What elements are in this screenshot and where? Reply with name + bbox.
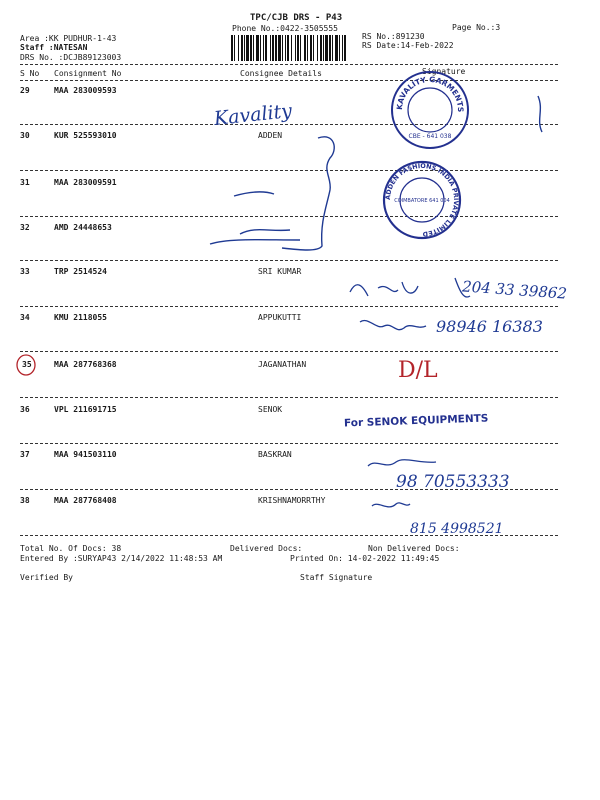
scribble-31	[234, 192, 274, 196]
row-consignment: MAA 283009593	[54, 86, 117, 95]
sign-38	[372, 503, 410, 507]
col-sno: S No	[20, 69, 40, 78]
row-consignment: KMU 2118055	[54, 313, 107, 322]
rs-number: RS No.:891230	[362, 32, 425, 41]
stamp-kavality-text: KAVALITY GARMENTS	[394, 74, 466, 113]
staff-label: Staff :NATESAN	[20, 43, 88, 52]
row-consignment: KUR 525593010	[54, 131, 117, 140]
row-consignee: KRISHNAMORRTHY	[258, 496, 326, 505]
row-consignment: AMD 24448653	[54, 223, 112, 232]
kavality-garments-stamp	[388, 68, 472, 152]
row-sno: 38	[20, 496, 30, 505]
col-signature: Signature	[422, 67, 466, 76]
stamp-adden-text: ADDEN FASHIONS INDIA PRIVATE LIMITED	[383, 161, 461, 239]
row-consignee: JAGANATHAN	[258, 360, 307, 369]
stamp-adden-city: COIMBATORE 641 004	[394, 198, 450, 204]
row-consignment: VPL 211691715	[54, 405, 117, 414]
row-consignee: BASKRAN	[258, 450, 292, 459]
phone-row-38: 815 4998521	[410, 521, 504, 537]
dl-mark: D/L	[398, 358, 438, 383]
phone-row-37: 98 70553333	[396, 472, 510, 492]
row-consignment: MAA 287768368	[54, 360, 117, 369]
phone-row-34: 98946 16383	[436, 317, 543, 336]
scribble-32a	[240, 230, 290, 234]
entered-by: Entered By :SURYAP43 2/14/2022 11:48:53 AM	[20, 554, 223, 563]
row-consignment: MAA 283009591	[54, 178, 117, 187]
bracket-scribble	[282, 137, 334, 250]
non-delivered-docs: Non Delivered Docs:	[368, 544, 460, 553]
drs-number: DRS No. :DCJB89123003	[20, 53, 122, 62]
scribble-32b	[210, 240, 300, 244]
row-consignment: TRP 2514524	[54, 267, 107, 276]
row-sno: 34	[20, 313, 30, 322]
phone-number: Phone No.:0422-3505555	[232, 24, 338, 33]
row-35-circle-mark	[17, 355, 35, 375]
kavality-signature: Kavality	[213, 99, 293, 131]
row-sno: 29	[20, 86, 30, 95]
stamp-kavality-city: CBE - 641 038	[408, 133, 452, 140]
row-sno: 31	[20, 178, 30, 187]
row-sno: 33	[20, 267, 30, 276]
row-sno: 30	[20, 131, 30, 140]
row-sno: 32	[20, 223, 30, 232]
col-consignment: Consignment No	[54, 69, 122, 78]
row-consignment: MAA 941503110	[54, 450, 117, 459]
row-consignee: APPUKUTTI	[258, 313, 302, 322]
adden-fashions-stamp	[380, 158, 464, 242]
row-consignee: SRI KUMAR	[258, 267, 302, 276]
area-label: Area :KK PUDHUR-1-43	[20, 34, 117, 43]
phone-row-33: 204 33 39862	[461, 277, 568, 303]
staff-signature: Staff Signature	[300, 573, 373, 582]
sign-33	[350, 278, 470, 297]
row-sno: 37	[20, 450, 30, 459]
delivered-docs: Delivered Docs:	[230, 544, 303, 553]
sign-34	[360, 320, 426, 329]
total-docs: Total No. Of Docs: 38	[20, 544, 122, 553]
sign-37	[368, 460, 436, 466]
row-sno: 36	[20, 405, 30, 414]
row-consignee: SENOK	[258, 405, 283, 414]
row-sno: 35	[22, 360, 32, 369]
printed-on: Printed On: 14-02-2022 11:49:45	[290, 554, 440, 563]
verified-by: Verified By	[20, 573, 73, 582]
document-title: TPC/CJB DRS - P43	[250, 13, 343, 23]
rs-date: RS Date:14-Feb-2022	[362, 41, 454, 50]
page-number: Page No.:3	[452, 23, 501, 32]
col-consignee: Consignee Details	[240, 69, 322, 78]
row-consignee: ADDEN	[258, 131, 283, 140]
row-consignment: MAA 287768408	[54, 496, 117, 505]
senok-company-stamp: For SENOK EQUIPMENTS	[343, 412, 489, 430]
mark-29	[538, 96, 542, 132]
